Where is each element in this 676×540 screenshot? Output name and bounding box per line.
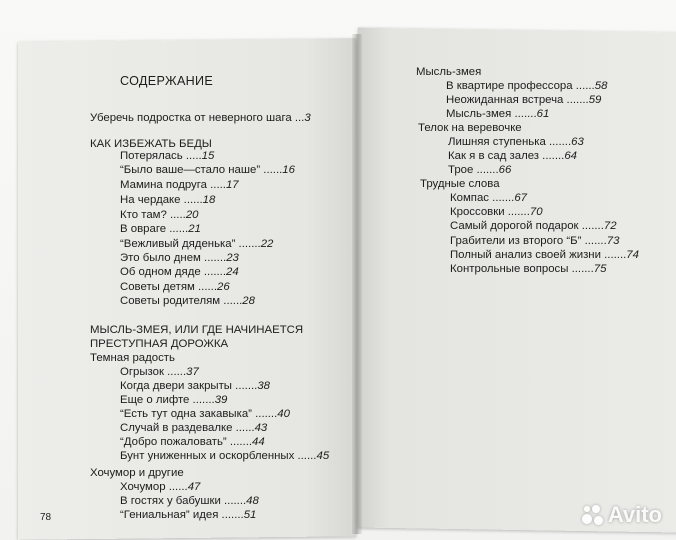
toc-entry: Полный анализ своей жизни .......74 [450,249,639,261]
toc-entry: “Есть тут одна закавыка” .......40 [120,408,290,420]
toc-entry: Мамина подруга .....17 [120,179,239,191]
toc-subsection: Телок на веревочке [418,122,522,134]
toc-entry: Лишняя ступенька .......63 [448,136,584,148]
toc-entry: Кто там? .....20 [120,209,199,221]
toc-entry: Контрольные вопросы .......75 [450,263,607,275]
toc-subsection: Мысль-змея [416,66,482,78]
toc-entry: Уберечь подростка от неверного шага ...3 [90,112,311,124]
toc-entry: Компас .......67 [450,192,527,204]
contents-title: СОДЕРЖАНИЕ [120,74,214,88]
avito-watermark [580,502,662,528]
toc-entry: Мысль-змея .......61 [446,108,550,120]
toc-entry: Еще о лифте .......39 [120,394,228,406]
page-number: 78 [40,512,52,523]
toc-section-heading: ПРЕСТУПНАЯ ДОРОЖКА [90,338,229,350]
toc-entry: “Вежливый дяденька” .......22 [120,238,274,250]
toc-subsection: Темная радость [90,352,175,364]
toc-entry: На чердаке ......18 [120,194,216,206]
toc-entry: Хочумор ......47 [120,481,201,493]
toc-entry: В овраге ......21 [120,223,201,235]
toc-entry: Советы детям ......26 [120,281,230,293]
toc-entry: Самый дорогой подарок .......72 [450,220,617,232]
toc-section-heading: МЫСЛЬ-ЗМЕЯ, ИЛИ ГДЕ НАЧИНАЕТСЯ [90,324,304,336]
book-gutter [352,34,362,534]
toc-entry: Об одном дяде .......24 [120,266,239,278]
toc-entry: Огрызок ......37 [120,366,199,378]
toc-entry: “Было ваше—стало наше” ......16 [120,164,295,176]
toc-entry: Это было днем .......23 [120,252,239,264]
toc-entry: В квартире профессора ......58 [446,80,608,92]
avito-watermark-text: Avito [607,502,662,527]
toc-entry: Грабители из второго “Б” .......73 [450,235,620,247]
toc-subsection: Хочумор и другие [90,467,184,479]
toc-entry: Неожиданная встреча .......59 [446,94,602,106]
toc-entry: Бунт униженных и оскорбленных ......45 [120,450,330,462]
toc-entry: Кроссовки .......70 [450,206,543,218]
toc-entry: Потерялась .....15 [120,150,215,162]
toc-entry: Случай в раздевалке ......43 [120,422,268,434]
toc-entry: В гостях у бабушки .......48 [120,495,259,507]
toc-entry: Когда двери закрыты .......38 [120,380,270,392]
toc-entry: Трое .......66 [448,164,512,176]
toc-subsection: Трудные слова [420,178,500,190]
toc-entry: “Гениальная” идея .......51 [120,509,257,521]
avito-logo-icon [580,504,604,526]
toc-entry: Советы родителям ......28 [120,295,255,307]
toc-entry: Как я в сад залез .......64 [448,150,578,162]
toc-section-heading: КАК ИЗБЕЖАТЬ БЕДЫ [90,138,212,150]
toc-entry: “Добро пожаловать” .......44 [120,436,265,448]
